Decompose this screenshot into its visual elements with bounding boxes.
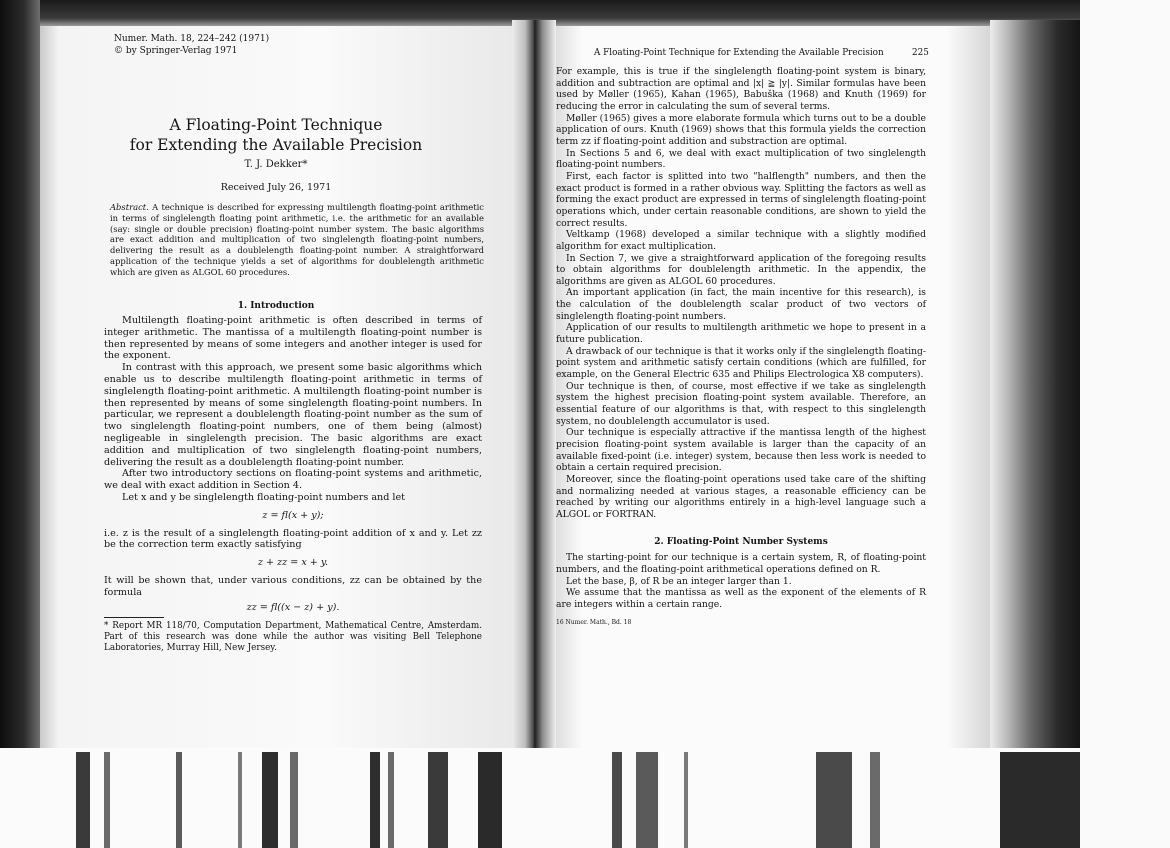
paragraph: Our technique is especially attractive if the mantissa length of the highest precision floating-point system available is larger than the capacity of an available fixed-point (i.e. integer) system, because then less work is needed to obtain a certain required precision. bbox=[556, 427, 926, 474]
scan-artifact-bar bbox=[104, 752, 110, 848]
scan-artifact-bar bbox=[428, 752, 448, 848]
paragraph: Let the base, β, of R be an integer larger than 1. bbox=[566, 575, 792, 587]
equation: z + zz = x + y. bbox=[257, 557, 329, 569]
page-number: 225 bbox=[912, 48, 929, 58]
paragraph: Veltkamp (1968) developed a similar technique with a slightly modified algorithm for exact multiplication. bbox=[556, 229, 926, 252]
scan-artifact-bar bbox=[76, 752, 90, 848]
equation: zz = fl((x − z) + y). bbox=[246, 601, 340, 613]
journal-reference: Numer. Math. 18, 224–242 (1971) bbox=[114, 34, 270, 44]
paragraph: The starting-point for our technique is a certain system, R, of floating-point numbers, and the floating-point arithmetical operations defined on R. bbox=[556, 552, 926, 575]
paragraph: We assume that the mantissa as well as the exponent of the elements of R are integers within a certain range. bbox=[556, 587, 926, 610]
paragraph: Moreover, since the floating-point operations used take care of the shifting and normalizing needed at various stages, a reasonable efficiency can be reached by writing our algorithms entirely in a high-level language such a ALGOL or FORTRAN. bbox=[556, 473, 926, 520]
paper-title bbox=[40, 115, 512, 155]
received-date: Received July 26, 1971 bbox=[220, 182, 332, 193]
scan-artifact-bar bbox=[478, 752, 502, 848]
paragraph: Our technique is then, of course, most effective if we take as singlelength system the highest precision floating-point system available. Therefore, an essential feature of our algorithms is that, with respect to this singlelength system, no doublelength accumulator is used. bbox=[556, 380, 926, 427]
paragraph: i.e. z is the result of a singlelength floating-point addition of x and y. Let zz be the correction term exactly satisfying bbox=[104, 527, 482, 551]
copyright-line: © by Springer-Verlag 1971 bbox=[114, 46, 238, 56]
right-body-text bbox=[556, 66, 926, 628]
paragraph: Application of our results to multilength arithmetic we hope to present in a future publication. bbox=[556, 322, 926, 346]
page-edges-right bbox=[990, 20, 1080, 750]
abstract-label: Abstract. bbox=[110, 202, 149, 212]
paragraph: Multilength floating-point arithmetic is often described in terms of integer arithmetic. The mantissa of a multilength floating-point number is then represented by means of some integers and another integer is used for the exponent. bbox=[104, 315, 482, 362]
scan-artifact-bar bbox=[612, 752, 622, 848]
scan-artifact-bar bbox=[870, 752, 880, 848]
footnote-rule bbox=[104, 617, 164, 618]
paragraph: In Section 7, we give a straightforward application of the foregoing results to obtain algorithms for doublelength arithmetic. In the appendix, the algorithms are given as ALGOL 60 procedures. bbox=[556, 252, 926, 287]
footnote: * Report MR 118/70, Computation Department, Mathematical Centre, Amsterdam. Part of this research was done while the author was visiting Bell Telephone Laboratories, Murray Hill, New Jersey. bbox=[104, 621, 482, 653]
paragraph: First, each factor is splitted into two "halflength" numbers, and then the exact product is formed in a rather obvious way. Splitting the factors as well as forming the exact product are expressed in terms of singlelength floating-point operations which, under certain reasonable conditions, are shown to yield the correct results. bbox=[556, 170, 926, 229]
scan-artifact-bar bbox=[370, 752, 380, 848]
abstract bbox=[110, 202, 484, 278]
scan-artifact-bar bbox=[684, 752, 688, 848]
scan-margin-right bbox=[1080, 0, 1170, 848]
left-body-text bbox=[104, 315, 482, 653]
paragraph: In Sections 5 and 6, we deal with exact multiplication of two singlelength floating-point numbers. bbox=[556, 147, 926, 171]
scan-artifact-bar bbox=[1000, 752, 1080, 848]
paragraph: Let x and y be singlelength floating-point numbers and let bbox=[122, 491, 406, 503]
author-name: T. J. Dekker* bbox=[244, 159, 308, 170]
title-line-1: A Floating-Point Technique bbox=[169, 116, 383, 134]
scan-artifact-bar bbox=[262, 752, 278, 848]
paragraph: It will be shown that, under various conditions, zz can be obtained by the formula bbox=[104, 574, 482, 598]
paragraph: An important application (in fact, the main incentive for this research), is the calculation of the doublelength scalar product of two vectors of singlelength floating-point numbers. bbox=[556, 287, 926, 322]
title-line-2: for Extending the Available Precision bbox=[129, 136, 423, 154]
abstract-text: A technique is described for expressing multilength floating-point arithmetic in terms of singlelength floating point arithmetic, i.e. the arithmetic for an available (say: single or double precision) floating-point number system. The basic algorithms are exact addition and multiplication of two singlelength floating-point numbers, delivering the result as a doublelength floating-point number. A straightforward application of the technique yields a set of algorithms for doublelength arithmetic which are given as ALGOL 60 procedures. bbox=[110, 202, 484, 277]
equation: z = fl(x + y); bbox=[262, 509, 324, 521]
page-footer: 16 Numer. Math., Bd. 18 bbox=[556, 618, 632, 626]
section-heading-introduction: 1. Introduction bbox=[237, 301, 315, 311]
scan-bottom-strip bbox=[0, 748, 1080, 848]
journal-meta bbox=[114, 33, 269, 57]
paragraph: For example, this is true if the singlelength floating-point system is binary, addition and subtraction are optimal and |x| ≧ |y|. Similar formulas have been used by Møller (1965), Kahan (1965), Babuška (1968) and Knuth (1969) for reducing the error in calculating the sum of several terms. bbox=[556, 66, 926, 112]
scan-artifact-bar bbox=[176, 752, 182, 848]
paragraph: A drawback of our technique is that it works only if the singlelength floating-point system and arithmetic satisfy certain conditions (which are fulfilled, for example, on the General Electric 635 and Philips Electrologica X8 computers). bbox=[556, 345, 926, 381]
running-head: A Floating-Point Technique for Extending the Available Precision bbox=[594, 48, 884, 58]
scan-artifact-bar bbox=[816, 752, 852, 848]
scan-shadow-left bbox=[0, 0, 40, 760]
section-heading-floating-point-systems: 2. Floating-Point Number Systems bbox=[654, 536, 828, 547]
paragraph: After two introductory sections on floating-point systems and arithmetic, we deal with exact addition in Section 4. bbox=[104, 468, 482, 492]
scan-artifact-bar bbox=[636, 752, 658, 848]
paragraph: Møller (1965) gives a more elaborate formula which turns out to be a double application of ours. Knuth (1969) shows that this formula yields the correction term zz if floating-point addition and substraction are optimal. bbox=[556, 112, 926, 147]
scan-artifact-bar bbox=[290, 752, 298, 848]
book-spine bbox=[512, 20, 556, 750]
scan-artifact-bar bbox=[388, 752, 394, 848]
paragraph: In contrast with this approach, we present some basic algorithms which enable us to describe multilength floating-point arithmetic in terms of singlelength floating-point arithmetic. A multilength floating-point number is then represented by means of some singlelength floating-point numbers. In particular, we represent a doublelength floating-point number as the sum of two singlelength floating-point numbers, one of them being (almost) negligeable in singlelength precision. The basic algorithms are exact addition and multiplication of two singlelength floating-point numbers, delivering the result as a doublelength floating-point number. bbox=[104, 362, 482, 468]
scan-artifact-bar bbox=[238, 752, 242, 848]
